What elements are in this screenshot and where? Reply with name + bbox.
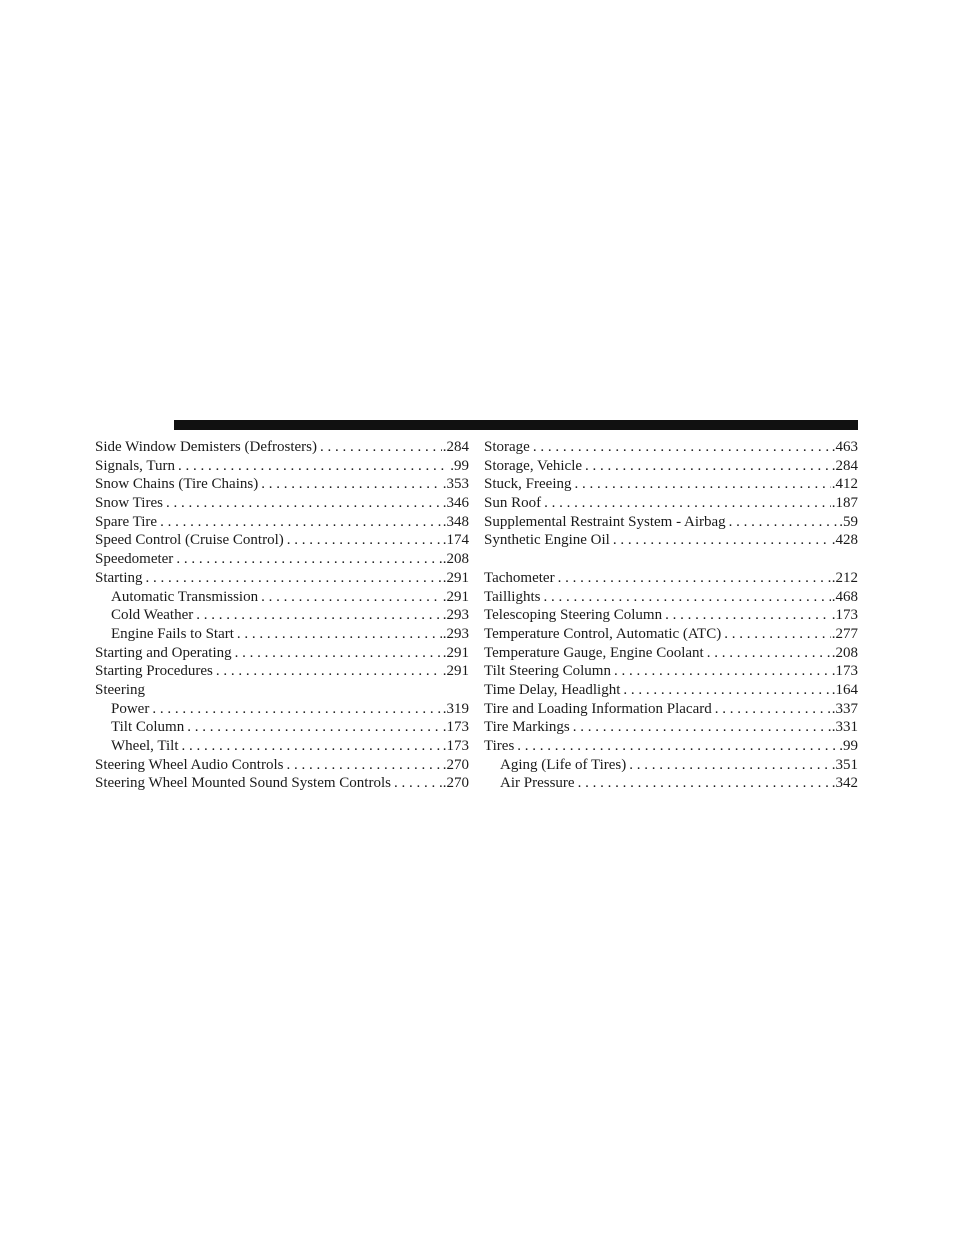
entry-page-number: .291	[442, 663, 469, 680]
entry-label: Air Pressure	[500, 775, 575, 792]
index-spacer	[484, 550, 858, 569]
entry-page-number: .412	[831, 476, 858, 493]
dot-leader	[216, 662, 442, 681]
dot-leader	[629, 756, 831, 775]
entry-page-number: .291	[442, 644, 469, 661]
entry-page-number: .173	[442, 738, 469, 754]
index-entry	[484, 625, 858, 644]
index-entry	[484, 606, 858, 625]
index-entry	[95, 475, 469, 494]
index-subentry	[95, 588, 469, 607]
entry-page-number: .99	[839, 738, 858, 754]
entry-label: Synthetic Engine Oil	[484, 532, 610, 549]
index-entry	[95, 681, 469, 700]
index-entry	[95, 494, 469, 513]
entry-label: Steering Wheel Mounted Sound System Controls	[95, 775, 391, 792]
index-entry	[484, 531, 858, 550]
dot-leader	[517, 737, 838, 756]
entry-page-number: .173	[442, 719, 469, 736]
dot-leader	[614, 662, 831, 681]
dot-leader	[707, 644, 831, 663]
entry-page-number: .291	[442, 569, 469, 586]
index-entry	[484, 438, 858, 457]
index-entry	[95, 662, 469, 681]
entry-page-number: .293	[442, 607, 469, 624]
entry-page-number: .331	[831, 719, 858, 736]
entry-label: Cold Weather	[111, 607, 194, 624]
entry-page-number: .174	[442, 532, 469, 549]
entry-label: Starting Procedures	[95, 663, 213, 680]
index-entry	[484, 475, 858, 494]
dot-leader	[394, 774, 442, 793]
index-subentry	[95, 718, 469, 737]
dot-leader	[152, 700, 441, 719]
index-entry	[95, 550, 469, 569]
entry-label: Sun Roof	[484, 495, 542, 512]
index-entry	[484, 513, 858, 532]
index-entry	[95, 774, 469, 793]
entry-label: Steering Wheel Audio Controls	[95, 756, 284, 773]
index-entry	[484, 700, 858, 719]
entry-page-number: .428	[831, 532, 858, 549]
entry-page-number: .342	[831, 775, 858, 792]
entry-page-number: .173	[831, 607, 858, 624]
dot-leader	[261, 475, 442, 494]
dot-leader	[320, 438, 442, 457]
entry-page-number: .187	[831, 495, 858, 512]
entry-page-number: .208	[442, 551, 469, 568]
entry-label: Tilt Steering Column	[484, 663, 611, 680]
entry-label: Side Window Demisters (Defrosters)	[95, 439, 317, 455]
entry-label: Tilt Column	[111, 719, 185, 736]
entry-label: Tire Markings	[484, 719, 570, 736]
dot-leader	[544, 494, 831, 513]
entry-label: Power	[111, 700, 150, 717]
index-subentry	[484, 774, 858, 793]
entry-page-number: .284	[442, 439, 469, 455]
entry-label: Tire and Loading Information Placard	[484, 700, 712, 717]
dot-leader	[623, 681, 830, 700]
entry-page-number: .208	[831, 644, 858, 661]
dot-leader	[533, 438, 831, 457]
entry-label: Taillights	[484, 588, 541, 605]
entry-label: Temperature Gauge, Engine Coolant	[484, 644, 704, 661]
index-entry	[484, 644, 858, 663]
entry-page-number: .468	[831, 588, 858, 605]
dot-leader	[182, 737, 442, 756]
entry-label: Temperature Control, Automatic (ATC)	[484, 625, 722, 642]
entry-page-number: .284	[831, 457, 858, 474]
index-column-right	[484, 438, 858, 793]
entry-page-number: .463	[831, 439, 858, 455]
dot-leader	[558, 569, 831, 588]
index-entry	[95, 569, 469, 588]
dot-leader	[235, 644, 442, 663]
dot-leader	[724, 625, 831, 644]
dot-leader	[729, 513, 839, 532]
entry-label: Aging (Life of Tires)	[500, 756, 627, 773]
dot-leader	[176, 550, 441, 569]
dot-leader	[287, 531, 442, 550]
dot-leader	[715, 700, 831, 719]
index-entry	[95, 457, 469, 476]
index-entry	[484, 569, 858, 588]
entry-label: Speed Control (Cruise Control)	[95, 532, 284, 549]
index-entry	[95, 644, 469, 663]
entry-page-number: .319	[442, 700, 469, 717]
entry-label: Stuck, Freeing	[484, 476, 572, 493]
index-entry	[484, 662, 858, 681]
index-subentry	[95, 606, 469, 625]
dot-leader	[146, 569, 442, 588]
index-entry	[95, 513, 469, 532]
entry-page-number: .346	[442, 495, 469, 512]
index-subentry	[95, 737, 469, 756]
entry-page-number: .164	[831, 681, 858, 698]
dot-leader	[261, 588, 442, 607]
index-entry	[95, 756, 469, 775]
entry-label: Steering	[95, 681, 145, 698]
entry-label: Speedometer	[95, 551, 174, 568]
entry-label: Telescoping Steering Column	[484, 607, 663, 624]
entry-page-number: .291	[442, 588, 469, 605]
entry-page-number: .59	[839, 513, 858, 530]
entry-page-number: .99	[450, 457, 469, 474]
index-subentry	[95, 625, 469, 644]
index-entry	[484, 681, 858, 700]
index-subentry	[95, 700, 469, 719]
dot-leader	[665, 606, 831, 625]
entry-page-number: .353	[442, 476, 469, 493]
dot-leader	[178, 457, 449, 476]
entry-page-number: .212	[831, 569, 858, 586]
dot-leader	[237, 625, 442, 644]
dot-leader	[613, 531, 831, 550]
index-entry	[484, 718, 858, 737]
entry-page-number: .293	[442, 625, 469, 642]
dot-leader	[575, 475, 831, 494]
entry-label: Snow Tires	[95, 495, 163, 512]
entry-page-number: .337	[831, 700, 858, 717]
entry-label: Automatic Transmission	[111, 588, 259, 605]
index-entry	[95, 438, 469, 457]
index-entry	[484, 737, 858, 756]
entry-label: Starting	[95, 569, 143, 586]
dot-leader	[585, 457, 831, 476]
entry-page-number: .351	[831, 756, 858, 773]
index-entry	[484, 494, 858, 513]
dot-leader	[166, 494, 442, 513]
entry-page-number: .277	[831, 625, 858, 642]
dot-leader	[286, 756, 441, 775]
entry-label: Spare Tire	[95, 513, 158, 530]
entry-label: Engine Fails to Start	[111, 625, 234, 642]
index-column-left	[95, 438, 469, 793]
entry-label: Time Delay, Headlight	[484, 681, 621, 698]
entry-label: Storage	[484, 439, 530, 455]
dot-leader	[160, 513, 442, 532]
entry-label: Wheel, Tilt	[111, 738, 179, 754]
dot-leader	[187, 718, 442, 737]
entry-label: Tachometer	[484, 569, 555, 586]
entry-label: Storage, Vehicle	[484, 457, 583, 474]
entry-page-number: .348	[442, 513, 469, 530]
entry-page-number: .270	[442, 756, 469, 773]
entry-label: Starting and Operating	[95, 644, 232, 661]
dot-leader	[573, 718, 831, 737]
entry-label: Signals, Turn	[95, 457, 176, 474]
dot-leader	[578, 774, 831, 793]
dot-leader	[543, 588, 830, 607]
section-header-bar	[174, 420, 858, 430]
entry-label: Supplemental Restraint System - Airbag	[484, 513, 726, 530]
index-entry	[484, 457, 858, 476]
index-entry	[95, 531, 469, 550]
entry-label: Tires	[484, 738, 515, 754]
index-subentry	[484, 756, 858, 775]
dot-leader	[196, 606, 442, 625]
entry-page-number: .173	[831, 663, 858, 680]
entry-page-number: .270	[442, 775, 469, 792]
index-entry	[484, 588, 858, 607]
entry-label: Snow Chains (Tire Chains)	[95, 476, 259, 493]
